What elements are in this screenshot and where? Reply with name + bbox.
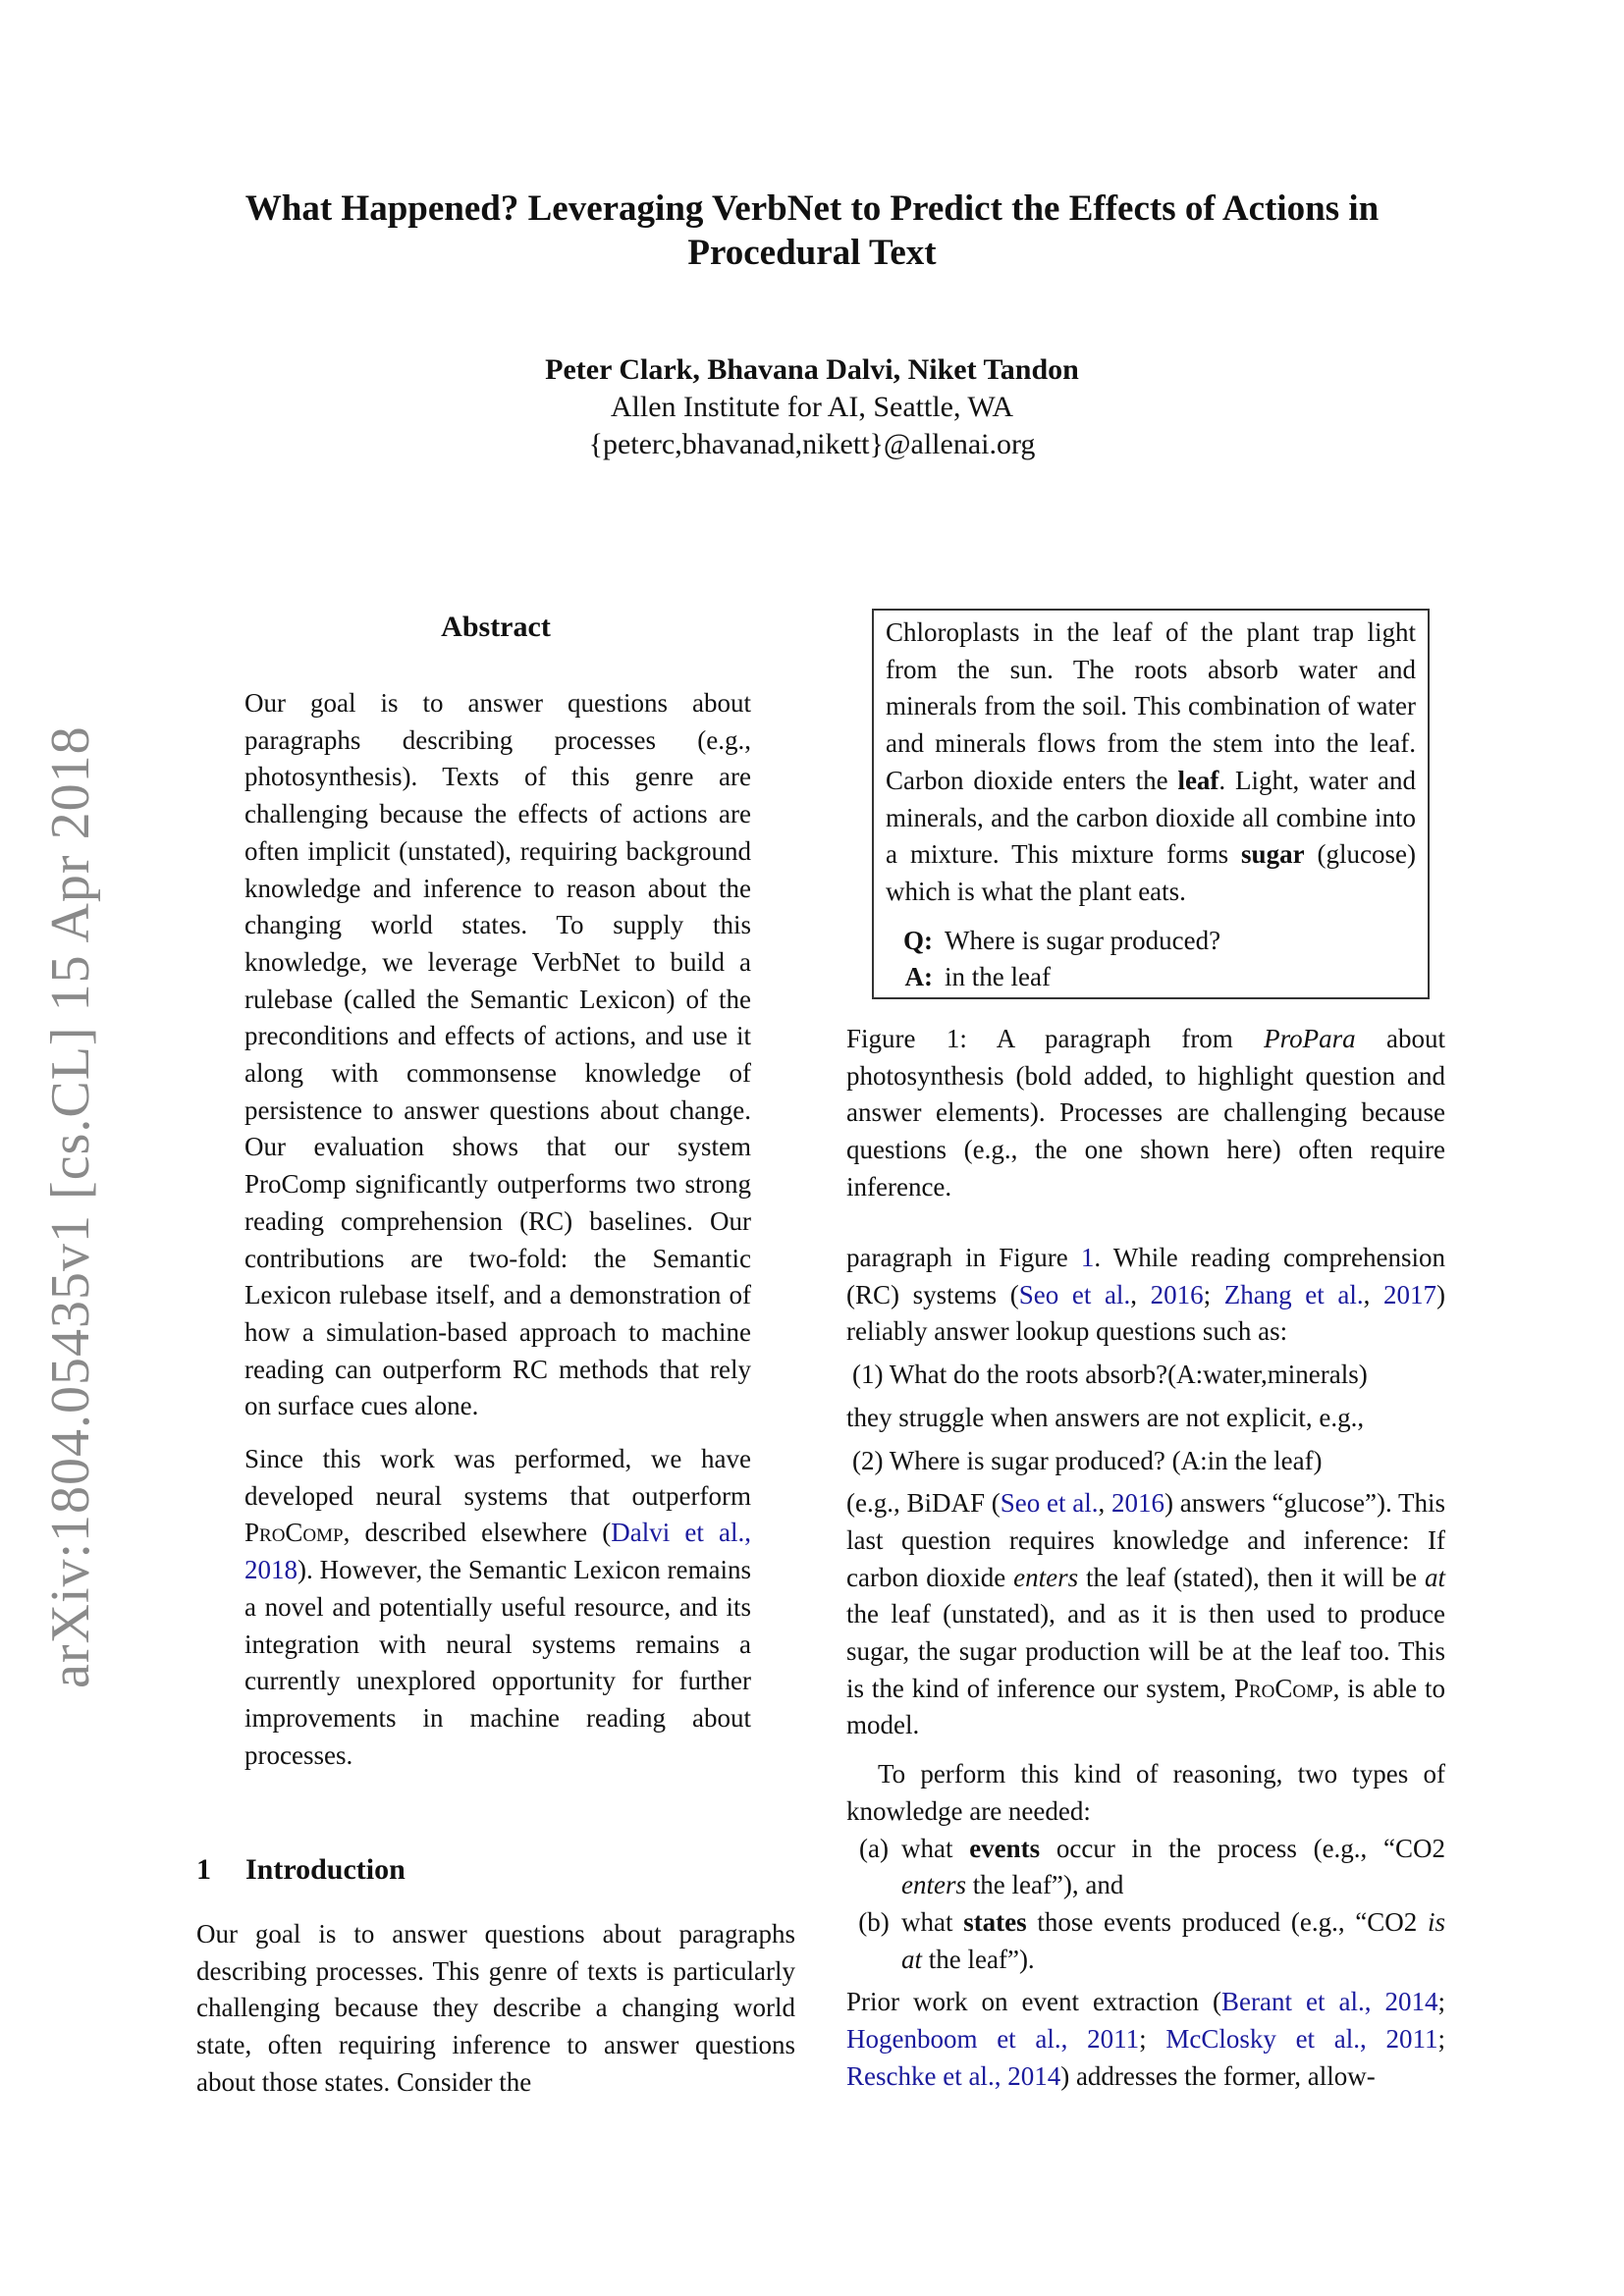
text-span: ; — [1437, 2024, 1445, 2055]
section-title: Introduction — [245, 1853, 406, 1886]
title-line-2: Procedural Text — [687, 233, 937, 273]
citation-link[interactable]: Reschke et al., 2014 — [846, 2060, 1061, 2091]
figure-ref-link[interactable]: 1 — [1080, 1243, 1095, 1272]
example-1: (1) What do the roots absorb?(A:water,minerals) — [852, 1360, 1368, 1390]
citation-link[interactable]: Hogenboom et al., 2011 — [846, 2024, 1140, 2055]
text-span: Figure 1: A paragraph from — [846, 1024, 1265, 1053]
text-span: , — [1130, 1279, 1151, 1309]
bold-word: leaf — [1177, 765, 1219, 795]
list-label: (a) — [859, 1833, 889, 1863]
answer-row — [886, 959, 1416, 996]
text-span: , is able to model. — [846, 1673, 1445, 1740]
text-span: ; — [1139, 2024, 1166, 2055]
system-name: ProComp — [1233, 1673, 1333, 1703]
list-text — [901, 1904, 1445, 1978]
knowledge-types-list — [846, 1831, 1445, 1979]
citation-link[interactable]: Seo et al. — [1000, 1488, 1099, 1519]
paper-title — [147, 187, 1477, 275]
text-span: Chloroplasts in the leaf of the plant trap light from the sun. The roots absorb water and minerals from the soil. This combination of water and minerals flows from the stem into the leaf. Carbon dioxide enters the — [886, 617, 1416, 795]
right-paragraph-2: they struggle when answers are not explicit, e.g., — [846, 1402, 1365, 1432]
answer-label: A: — [904, 962, 933, 992]
text-span: paragraph in Figure — [846, 1243, 1081, 1272]
system-name: ProComp — [244, 1518, 344, 1548]
text-span: the leaf (stated), then it will be — [1078, 1562, 1425, 1592]
author-names: Peter Clark, Bhavana Dalvi, Niket Tandon — [545, 353, 1079, 386]
text-span: ; — [1437, 1987, 1445, 2017]
text-span: about photosynthesis (bold added, to highlight question and answer elements). Processes are challenging because questions (e.g., the one shown here) often require inference. — [846, 1024, 1445, 1201]
text-span: what — [901, 1906, 964, 1937]
right-paragraph-1 — [846, 1240, 1445, 1351]
right-paragraph-4: To perform this kind of reasoning, two types of knowledge are needed: — [846, 1759, 1445, 1826]
emphasis: enters — [901, 1870, 966, 1900]
citation-link[interactable]: Zhang et al. — [1223, 1279, 1364, 1309]
citation-link[interactable]: 2016 — [1150, 1279, 1204, 1309]
bold-word: states — [963, 1906, 1027, 1937]
text-span: ) addresses the former, allow- — [1060, 2060, 1376, 2091]
text-span: the leaf”). — [922, 1944, 1035, 1974]
section-number: 1 — [196, 1853, 211, 1886]
emphasis: is at — [901, 1906, 1445, 1974]
list-item — [846, 1904, 1445, 1978]
text-span: those events produced (e.g., “CO2 — [1026, 1906, 1428, 1937]
figure-paragraph — [886, 614, 1416, 911]
right-column-body — [846, 1240, 1445, 2095]
introduction-body — [196, 1916, 795, 2102]
figure-1-box — [872, 609, 1430, 999]
text-span: ). However, the Semantic Lexicon remains a novel and potentially useful resource, and its integration with neural systems remains a currently unexplored opportunity for further improvements in machine reading about processes. — [244, 1555, 751, 1770]
text-span: ; — [1203, 1279, 1224, 1309]
list-text — [901, 1831, 1445, 1904]
answer-text: in the leaf — [945, 962, 1051, 992]
right-paragraph-5 — [846, 1984, 1445, 2095]
text-span: , — [1098, 1488, 1112, 1519]
text-span: (glucose) which is what the plant eats. — [886, 839, 1416, 906]
intro-paragraph-1: Our goal is to answer questions about paragraphs describing processes. This genre of texts is particularly challenging because they describe a changing world state, often requiring inference to answer questions about those states. Consider the — [196, 1919, 795, 2097]
title-line-1: What Happened? Leveraging VerbNet to Predict the Effects of Actions in — [244, 188, 1380, 229]
abstract-paragraph-1: Our goal is to answer questions about paragraphs describing processes (e.g., photosynthesis). Texts of this genre are challenging because the effects of actions are often implicit (unstated), requiring background knowledge and inference to reason about the changing world states. To supply this knowledge, we leverage VerbNet to build a rulebase (called the Semantic Lexicon) of the preconditions and effects of actions, and use it along with commonsense knowledge of persistence to answer questions about change. Our evaluation shows that our system ProComp significantly outperforms two strong reading comprehension (RC) baselines. Our contributions are two-fold: the Semantic Lexicon rulebase itself, and a demonstration of how a simulation-based approach to machine reading can outperform RC methods that rely on surface cues alone. — [244, 688, 751, 1421]
list-item — [846, 1831, 1445, 1904]
abstract-body — [244, 685, 751, 1774]
section-heading-introduction — [196, 1853, 406, 1887]
emphasis: enters — [1013, 1562, 1079, 1592]
bold-word: events — [969, 1833, 1041, 1863]
affiliation: Allen Institute for AI, Seattle, WA — [610, 391, 1014, 423]
citation-link[interactable]: McClosky et al., 2011 — [1165, 2024, 1438, 2055]
text-span: Since this work was performed, we have developed neural systems that outperform — [244, 1444, 751, 1511]
author-block — [0, 351, 1624, 463]
abstract-paragraph-2 — [244, 1441, 751, 1774]
citation-link[interactable]: Berant et al., 2014 — [1220, 1987, 1438, 2017]
text-span: ) reliably answer lookup questions such as: — [846, 1279, 1446, 1347]
figure-question-answer — [886, 923, 1416, 996]
citation-link[interactable]: Dalvi et al., 2018 — [244, 1518, 751, 1585]
question-text: Where is sugar produced? — [945, 925, 1221, 955]
bold-word: sugar — [1241, 839, 1305, 870]
text-span: the leaf”), and — [965, 1870, 1124, 1900]
arxiv-stamp: arXiv:1804.05435v1 [cs.CL] 15 Apr 2018 — [40, 725, 101, 1688]
text-span: (e.g., BiDAF ( — [846, 1488, 1001, 1519]
text-span: occur in the process (e.g., “CO2 — [1040, 1833, 1445, 1863]
abstract-heading: Abstract — [441, 611, 551, 643]
list-label: (b) — [858, 1906, 890, 1937]
text-span: . Light, water and minerals, and the carbon dioxide all combine into a mixture. This mixture forms — [886, 765, 1416, 870]
figure-1-caption — [846, 1021, 1445, 1206]
question-label: Q: — [903, 925, 933, 955]
text-span: ) answers “glucose”). This last question requires knowledge and inference: If carbon dioxide — [846, 1488, 1445, 1592]
text-span: Prior work on event extraction ( — [846, 1987, 1221, 2017]
text-span: , described elsewhere ( — [343, 1518, 612, 1548]
question-row — [886, 923, 1416, 960]
text-span: what — [901, 1833, 970, 1863]
text-span: the leaf (unstated), and as it is then used to produce sugar, the sugar production will be at the leaf too. This is the kind of inference our system, — [846, 1599, 1445, 1703]
dataset-name: ProPara — [1264, 1024, 1356, 1053]
text-span: . While reading comprehension (RC) systems ( — [846, 1243, 1445, 1309]
caption-text — [846, 1021, 1445, 1206]
citation-link[interactable]: 2016 — [1111, 1488, 1165, 1519]
emphasis: at — [1424, 1562, 1445, 1592]
email-addresses: {peterc,bhavanad,nikett}@allenai.org — [588, 428, 1036, 460]
citation-link[interactable]: 2017 — [1383, 1279, 1437, 1309]
right-paragraph-3 — [846, 1485, 1445, 1744]
text-span: , — [1363, 1279, 1384, 1309]
citation-link[interactable]: Seo et al. — [1018, 1279, 1131, 1309]
example-2: (2) Where is sugar produced? (A:in the leaf) — [852, 1445, 1323, 1475]
